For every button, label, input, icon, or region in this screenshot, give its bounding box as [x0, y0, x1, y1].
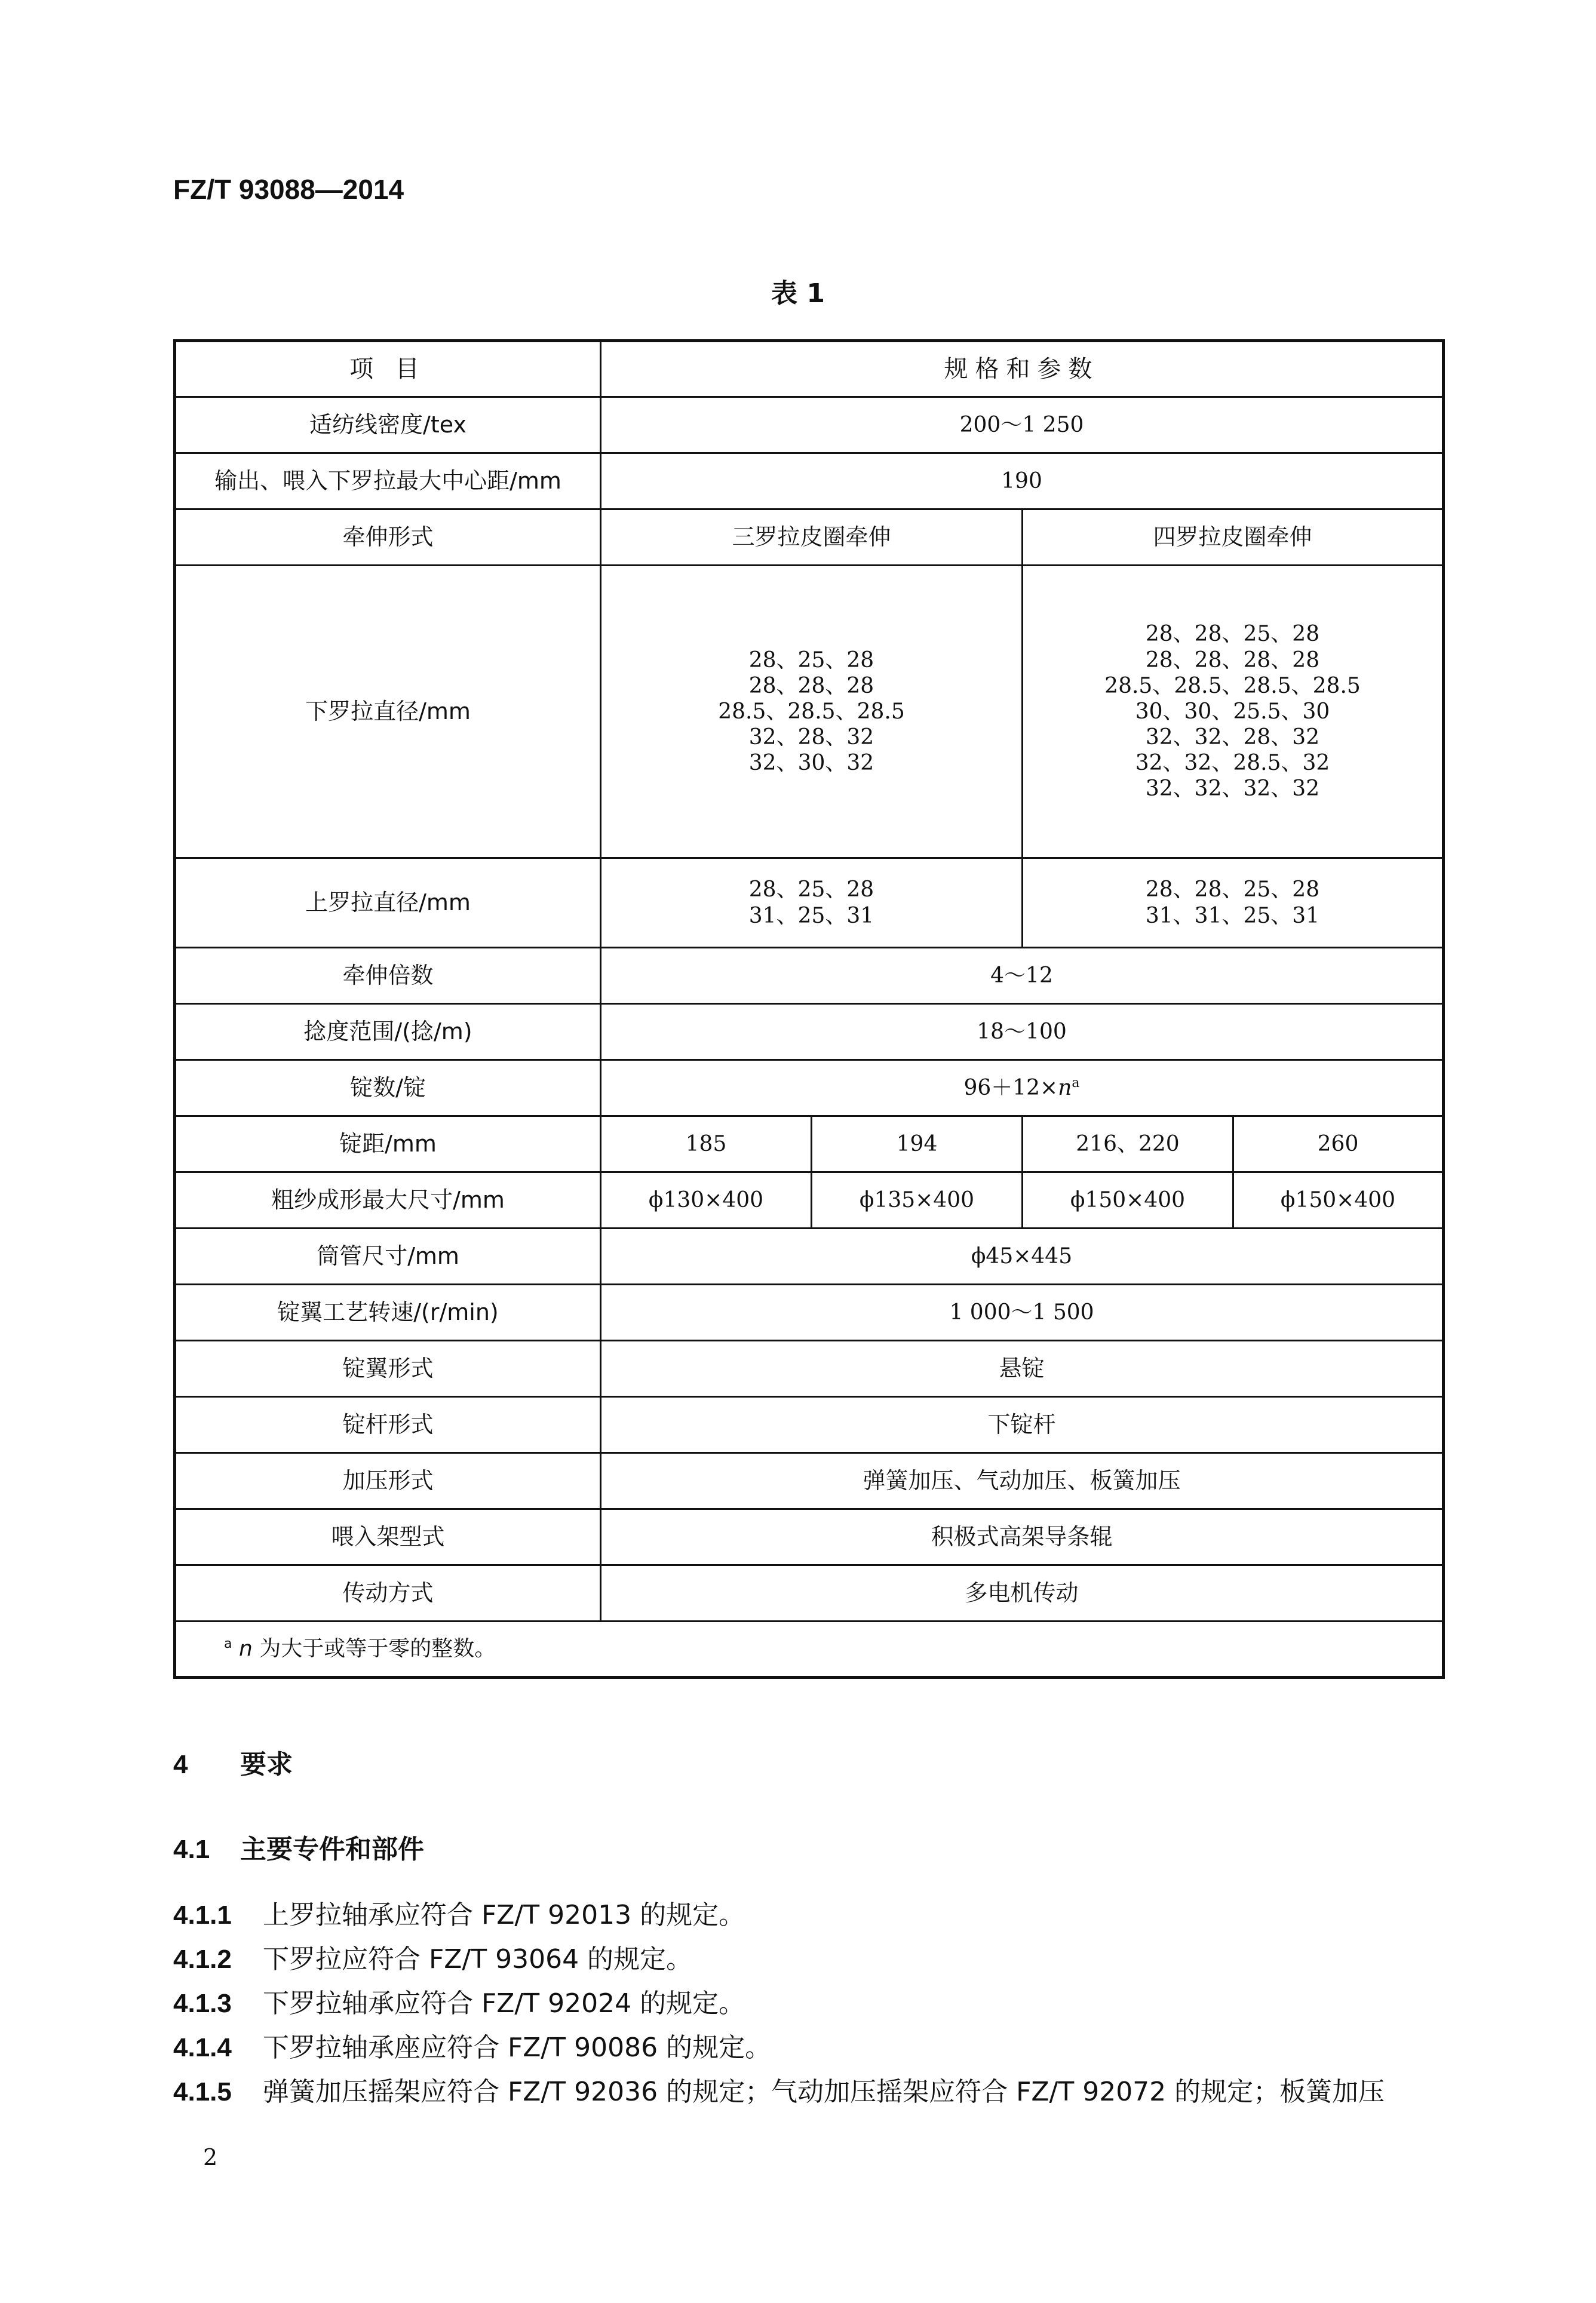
list-item: 28、28、28 [748, 673, 874, 698]
row-label: 适纺线密度/tex [175, 397, 601, 453]
row-label: 锭杆形式 [175, 1397, 601, 1453]
table-row [175, 1509, 1444, 1565]
table-row [175, 1229, 1444, 1285]
requirement-text: 弹簧加压摇架应符合 FZ/T 92036 的规定；气动加压摇架应符合 FZ/T 92072 的规定；板簧加压 [263, 2077, 1385, 2107]
row-label: 牵伸倍数 [175, 948, 601, 1004]
page-number: 2 [203, 2144, 218, 2170]
row-label: 输出、喂入下罗拉最大中心距/mm [175, 453, 601, 509]
table-row [175, 453, 1444, 509]
row-label: 捻度范围/(捻/m) [175, 1004, 601, 1060]
section-heading-4 [173, 1743, 293, 1781]
table-row [175, 1060, 1444, 1116]
requirement-item [173, 2070, 1385, 2108]
standard-code-header: FZ/T 93088—2014 [173, 174, 404, 205]
requirement-number: 4.1.5 [173, 2077, 232, 2107]
row-value: 216、220 [1023, 1116, 1233, 1172]
section-title: 要求 [240, 1749, 293, 1780]
table-row [175, 566, 1444, 858]
list-item: 28、28、28、28 [1145, 647, 1320, 673]
row-value: 下锭杆 [601, 1397, 1444, 1453]
col-header-item: 项 目 [175, 341, 601, 397]
row-label: 粗纱成形最大尺寸/mm [175, 1172, 601, 1229]
row-value: ϕ150×400 [1023, 1172, 1233, 1229]
requirement-number: 4.1.4 [173, 2033, 232, 2062]
row-label: 锭数/锭 [175, 1060, 601, 1116]
requirement-text: 下罗拉应符合 FZ/T 93064 的规定。 [263, 1944, 693, 1975]
requirement-number: 4.1.1 [173, 1900, 232, 1930]
row-value: 积极式高架导条辊 [601, 1509, 1444, 1565]
list-item: 28、25、28 [748, 877, 874, 902]
top-roller-four-list [1023, 858, 1444, 948]
row-label: 加压形式 [175, 1453, 601, 1509]
row-value: 194 [812, 1116, 1023, 1172]
list-item: 32、32、28.5、32 [1135, 751, 1330, 776]
section-heading-4-1 [173, 1828, 424, 1866]
row-value: 200～1 250 [601, 397, 1444, 453]
section-number: 4 [173, 1750, 188, 1779]
table-header-row [175, 341, 1444, 397]
row-label: 锭翼形式 [175, 1341, 601, 1397]
top-roller-three-list [601, 858, 1023, 948]
row-value: 18～100 [601, 1004, 1444, 1060]
list-item: 28、25、28 [748, 647, 874, 673]
requirement-text: 下罗拉轴承应符合 FZ/T 92024 的规定。 [263, 1988, 745, 2019]
bottom-roller-three-list [601, 566, 1023, 858]
table-row [175, 1565, 1444, 1622]
row-label: 传动方式 [175, 1565, 601, 1622]
table-row [175, 1285, 1444, 1341]
requirement-item [173, 1893, 745, 1932]
table-row [175, 397, 1444, 453]
table-row [175, 1004, 1444, 1060]
spindle-count-prefix: 96＋12× [963, 1075, 1058, 1100]
row-value: 185 [601, 1116, 812, 1172]
list-item: 30、30、25.5、30 [1135, 699, 1330, 724]
list-item: 32、28、32 [748, 725, 874, 750]
row-label: 牵伸形式 [175, 509, 601, 566]
table-row [175, 1453, 1444, 1509]
row-value: 弹簧加压、气动加压、板簧加压 [601, 1453, 1444, 1509]
table-title: 表 1 [771, 278, 825, 309]
footnote-text: 为大于或等于零的整数。 [252, 1636, 496, 1662]
list-item: 31、31、25、31 [1145, 903, 1320, 928]
requirement-text: 下罗拉轴承座应符合 FZ/T 90086 的规定。 [263, 2032, 772, 2063]
row-value [601, 1060, 1444, 1116]
table-row [175, 509, 1444, 566]
row-value: 190 [601, 453, 1444, 509]
footnote-mark: a [224, 1636, 232, 1652]
row-value: 4～12 [601, 948, 1444, 1004]
list-item: 32、32、28、32 [1145, 725, 1320, 750]
list-item: 28、28、25、28 [1145, 877, 1320, 902]
list-item: 28、28、25、28 [1145, 622, 1320, 647]
requirement-item [173, 1937, 692, 1976]
list-item: 28.5、28.5、28.5 [718, 699, 905, 724]
table-row [175, 858, 1444, 948]
row-value: ϕ45×445 [601, 1229, 1444, 1285]
requirement-text: 上罗拉轴承应符合 FZ/T 92013 的规定。 [263, 1900, 745, 1930]
section-title: 主要专件和部件 [240, 1834, 424, 1865]
row-value: 260 [1233, 1116, 1444, 1172]
footnote-var: n [238, 1636, 253, 1662]
spindle-count-var: n [1058, 1075, 1072, 1100]
footnote-mark: a [1072, 1075, 1080, 1091]
row-label: 下罗拉直径/mm [175, 566, 601, 858]
requirement-number: 4.1.2 [173, 1945, 232, 1974]
requirement-number: 4.1.3 [173, 1989, 232, 2018]
row-value: 1 000～1 500 [601, 1285, 1444, 1341]
list-item: 32、30、32 [748, 751, 874, 776]
row-label: 筒管尺寸/mm [175, 1229, 601, 1285]
row-value: 多电机传动 [601, 1565, 1444, 1622]
row-label: 锭翼工艺转速/(r/min) [175, 1285, 601, 1341]
list-item: 31、25、31 [748, 903, 874, 928]
list-item: 28.5、28.5、28.5、28.5 [1104, 673, 1361, 698]
col-header-spec: 规格和参数 [601, 341, 1444, 397]
table-row [175, 1172, 1444, 1229]
row-value: 悬锭 [601, 1341, 1444, 1397]
row-label: 上罗拉直径/mm [175, 858, 601, 948]
draft-three-roller: 三罗拉皮圈牵伸 [601, 509, 1023, 566]
section-number: 4.1 [173, 1835, 210, 1864]
row-value: ϕ130×400 [601, 1172, 812, 1229]
draft-four-roller: 四罗拉皮圈牵伸 [1023, 509, 1444, 566]
requirement-item [173, 2026, 771, 2064]
table-row [175, 948, 1444, 1004]
bottom-roller-four-list [1023, 566, 1444, 858]
row-label: 喂入架型式 [175, 1509, 601, 1565]
table-footnote-row [175, 1622, 1444, 1678]
row-value: ϕ135×400 [812, 1172, 1023, 1229]
list-item: 32、32、32、32 [1145, 776, 1320, 802]
table-row [175, 1341, 1444, 1397]
table-row [175, 1116, 1444, 1172]
row-value: ϕ150×400 [1233, 1172, 1444, 1229]
requirement-item [173, 1982, 745, 2020]
spec-table [173, 339, 1445, 1679]
table-footnote [175, 1622, 1444, 1678]
table-row [175, 1397, 1444, 1453]
row-label: 锭距/mm [175, 1116, 601, 1172]
